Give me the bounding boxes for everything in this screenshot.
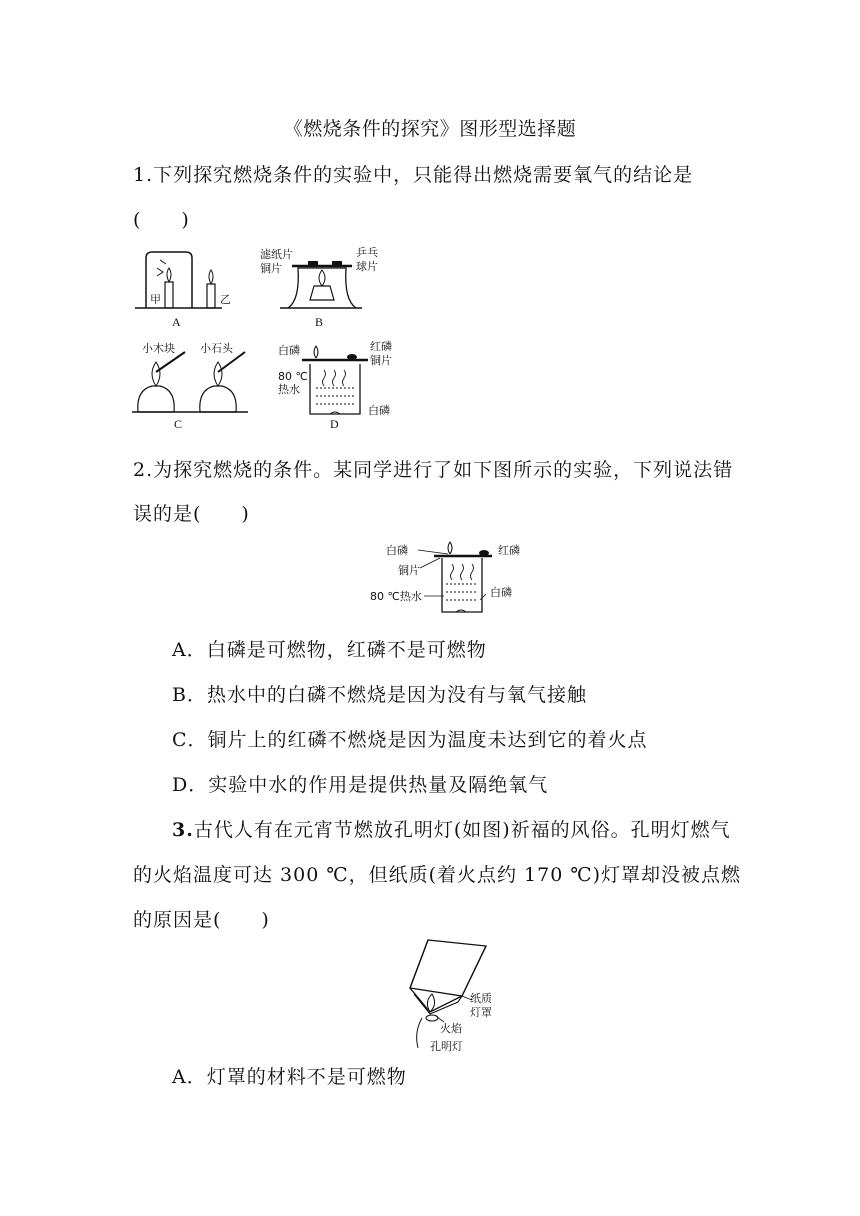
label-yi: 乙: [220, 293, 231, 306]
figure-a: [135, 252, 231, 329]
alcohol-lamp: [310, 286, 334, 300]
question-3-line-2: 的火焰温度可达 300 ℃，但纸质(着火点约 170 ℃)灯罩却没被点燃: [133, 864, 742, 886]
question-1-text: 1.下列探究燃烧条件的实验中，只能得出燃烧需要氧气的结论是: [133, 164, 694, 186]
label-red-phosphorus-q2: 红磷: [498, 544, 520, 557]
lantern-top: [410, 940, 486, 996]
question-3-text: [172, 815, 731, 842]
figure-c: [132, 341, 248, 431]
beaker-q2: [442, 558, 482, 612]
lamp-stone: [200, 386, 236, 412]
q2-option-a: A．白磷是可燃物，红磷不是可燃物: [172, 639, 487, 661]
question-3-bracket: 的原因是( ): [133, 909, 270, 931]
label-hot-water: 热水: [278, 383, 300, 396]
label-white-phosphorus-bottom: 白磷: [368, 404, 390, 417]
label-copper-q2: 铜片: [398, 564, 420, 577]
candle-yi: [207, 284, 215, 308]
question-1-figure: [130, 240, 400, 430]
lamp-wood: [138, 386, 174, 412]
label-pingpong-1: 乒乓: [356, 246, 378, 259]
page-title: 《燃烧条件的探究》图形型选择题: [283, 118, 577, 140]
caption-a: A: [172, 315, 181, 329]
question-3-line-1: 古代人有在元宵节燃放孔明灯(如图)祈福的风俗。孔明灯燃气: [193, 819, 731, 841]
question-3-figure: [400, 938, 510, 1056]
label-hot-water-q2: 80 ℃热水: [370, 590, 422, 603]
label-white-phosphorus-top: 白磷: [278, 344, 300, 357]
label-pingpong-2: 球片: [356, 260, 378, 273]
question-3-number: 3.: [172, 819, 194, 841]
question-2-text: 2.为探究燃烧的条件。某同学进行了如下图所示的实验，下列说法错: [133, 459, 734, 481]
label-copper: 铜片: [370, 354, 392, 367]
label-wood: 小木块: [142, 342, 175, 355]
label-jia: 甲: [150, 293, 161, 306]
caption-b: B: [315, 315, 324, 329]
label-filter-paper: 滤纸片: [260, 248, 293, 261]
label-stone: 小石头: [200, 342, 233, 355]
caption-d: D: [330, 417, 339, 431]
q3-option-a: A．灯罩的材料不是可燃物: [172, 1066, 407, 1088]
label-white-phosphorus-bottom-q2: 白磷: [490, 586, 512, 599]
question-2-bracket: 误的是( ): [133, 503, 250, 525]
q2-option-c: C．铜片上的红磷不燃烧是因为温度未达到它的着火点: [172, 729, 648, 751]
label-temperature: 80 ℃: [278, 370, 308, 383]
figure-d: [278, 339, 392, 431]
question-2-figure: [360, 538, 540, 614]
label-red-phosphorus: 红磷: [370, 340, 392, 353]
label-lantern: 孔明灯: [430, 1040, 463, 1053]
label-paper-1: 纸质: [470, 992, 492, 1005]
label-flame: 火焰: [440, 1022, 462, 1035]
tripod: [288, 268, 356, 308]
figure-b: [260, 246, 378, 329]
candle-jia: [165, 282, 173, 308]
caption-c: C: [174, 417, 183, 431]
label-paper-2: 灯罩: [470, 1006, 492, 1019]
q2-option-d: D．实验中水的作用是提供热量及隔绝氧气: [172, 774, 549, 796]
label-copper-plate: 铜片: [260, 262, 282, 275]
question-1-bracket: ( ): [133, 209, 190, 231]
q2-option-b: B．热水中的白磷不燃烧是因为没有与氧气接触: [172, 684, 587, 706]
label-white-phosphorus-top-q2: 白磷: [386, 544, 408, 557]
